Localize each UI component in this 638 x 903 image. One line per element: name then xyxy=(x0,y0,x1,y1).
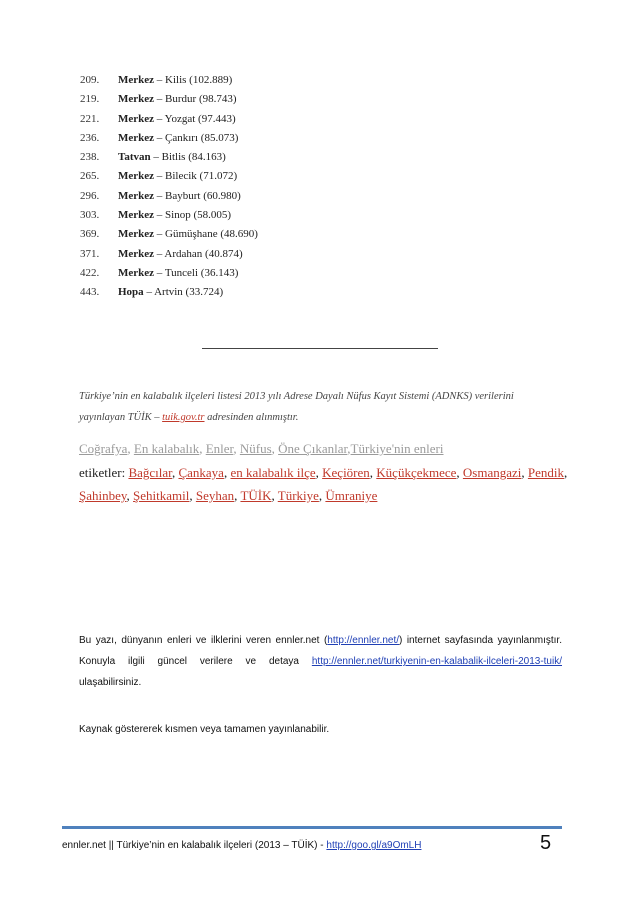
district-name: Merkez xyxy=(118,266,155,279)
category-link[interactable]: Coğrafya xyxy=(79,441,128,456)
page-number: 5 xyxy=(540,832,552,854)
para-text-3: ulaşabilirsiniz. xyxy=(79,677,142,688)
tag-link[interactable]: Bağcılar xyxy=(128,465,172,480)
source-text: yayınlayan TÜİK – xyxy=(79,412,163,423)
list-item xyxy=(80,225,500,244)
province-population: – Burdur (98.743) xyxy=(154,93,237,106)
rank-number: 265. xyxy=(80,170,100,183)
district-name: Merkez xyxy=(118,170,155,183)
list-item xyxy=(80,167,500,186)
source-line-1: Türkiye’nin en kalabalık ilçeleri listesi 2013 yılı Adrese Dayalı Nüfus Kayıt Sistemi (ADNKS) verilerini xyxy=(79,391,514,402)
category-link[interactable]: Türkiye'nin enleri xyxy=(350,441,444,456)
tag-link[interactable]: Seyhan xyxy=(195,488,235,503)
tag-link[interactable]: Osmangazi xyxy=(462,465,522,480)
province-population: – Kilis (102.889) xyxy=(154,74,233,86)
list-item xyxy=(80,129,500,148)
tag-link[interactable]: Şahinbey xyxy=(79,488,127,503)
source-note xyxy=(79,386,569,428)
ranking-list xyxy=(80,71,500,303)
province-population: – Bitlis (84.163) xyxy=(150,151,226,164)
rank-number: 303. xyxy=(80,209,100,222)
province-population: – Yozgat (97.443) xyxy=(154,112,236,125)
province-population: – Bilecik (71.072) xyxy=(154,170,238,183)
rank-number: 219. xyxy=(80,93,100,106)
district-name: Tatvan xyxy=(118,151,151,164)
list-item xyxy=(80,187,500,206)
rank-number: 238. xyxy=(80,151,100,164)
province-population: – Artvin (33.724) xyxy=(143,286,224,299)
footer-rule xyxy=(62,826,562,829)
district-name: Merkez xyxy=(118,112,155,125)
copyright-note: Kaynak göstererek kısmen veya tamamen yayınlanabilir. xyxy=(79,724,330,735)
district-name: Merkez xyxy=(118,209,155,222)
district-name: Merkez xyxy=(118,228,155,241)
para-text-1: Bu yazı, dünyanın enleri ve ilklerini veren ennler.net ( xyxy=(79,635,328,646)
list-item xyxy=(80,90,500,109)
province-population: – Tunceli (36.143) xyxy=(154,266,239,279)
list-item xyxy=(80,110,500,129)
footer-short-link[interactable]: http://goo.gl/a9OmLH xyxy=(326,840,422,851)
ennler-link[interactable]: http://ennler.net/ xyxy=(327,635,399,646)
source-text-end: adresinden alınmıştır. xyxy=(204,412,299,423)
rank-number: 369. xyxy=(80,228,100,241)
source-line-2 xyxy=(79,407,569,428)
list-item xyxy=(80,148,500,167)
separator-line xyxy=(202,348,438,349)
district-name: Merkez xyxy=(118,247,155,260)
province-population: – Ardahan (40.874) xyxy=(154,247,243,260)
district-name: Hopa xyxy=(118,286,144,299)
list-item xyxy=(80,245,500,264)
district-name: Merkez xyxy=(118,189,155,202)
list-item xyxy=(80,283,500,302)
province-population: – Çankırı (85.073) xyxy=(154,131,239,144)
article-link[interactable]: http://ennler.net/turkiyenin-en-kalabalik-ilceleri-2013-tuik/ xyxy=(311,656,562,667)
tag-link[interactable]: Türkiye xyxy=(277,488,319,503)
info-paragraph xyxy=(79,630,562,693)
para-text-2: ) internet sayfasında yayınlanmıştır. Konuyla ilgili güncel verilere ve detaya xyxy=(79,635,562,667)
tuik-link[interactable]: tuik.gov.tr xyxy=(162,412,205,423)
tag-link[interactable]: en kalabalık ilçe xyxy=(230,465,316,480)
tag-list: etiketler: Bağcılar, Çankaya, en kalabalık ilçe, Keçiören, Küçükçekmece, Osmangazi, Pendik, Şahinbey, Şehitkamil, Seyhan, TÜİK, Türkiye, Ümraniye xyxy=(79,465,568,503)
footer xyxy=(62,836,562,856)
rank-number: 209. xyxy=(80,74,100,86)
footer-text: ennler.net || Türkiye’nin en kalabalık ilçeleri (2013 – TÜİK) - xyxy=(62,840,327,851)
tag-link[interactable]: Ümraniye xyxy=(325,488,378,503)
province-population: – Bayburt (60.980) xyxy=(154,189,241,202)
rank-number: 296. xyxy=(80,189,100,202)
list-item xyxy=(80,71,500,90)
tag-link[interactable]: TÜİK xyxy=(240,488,272,503)
list-item xyxy=(80,264,500,283)
category-link[interactable]: Nüfus xyxy=(239,441,272,456)
category-link[interactable]: Enler xyxy=(205,441,234,456)
tag-link[interactable]: Çankaya xyxy=(178,465,224,480)
tag-link[interactable]: Keçiören xyxy=(322,465,370,480)
category-link[interactable]: Öne Çıkanlar xyxy=(278,441,348,456)
rank-number: 371. xyxy=(80,247,100,260)
category-links: Coğrafya, En kalabalık, Enler, Nüfus, Öne Çıkanlar,Türkiye'nin enleri xyxy=(79,441,444,456)
tags-label: etiketler: xyxy=(79,465,126,480)
province-population: – Gümüşhane (48.690) xyxy=(154,228,258,241)
district-name: Merkez xyxy=(118,131,155,144)
category-link[interactable]: En kalabalık xyxy=(133,441,200,456)
tag-link[interactable]: Pendik xyxy=(527,465,565,480)
province-population: – Sinop (58.005) xyxy=(154,209,232,222)
list-item xyxy=(80,206,500,225)
tag-link[interactable]: Şehitkamil xyxy=(133,488,190,503)
rank-number: 236. xyxy=(80,131,100,144)
rank-number: 443. xyxy=(80,286,100,299)
district-name: Merkez xyxy=(118,74,155,86)
rank-number: 221. xyxy=(80,112,100,125)
tag-link[interactable]: Küçükçekmece xyxy=(376,465,457,480)
rank-number: 422. xyxy=(80,266,100,279)
district-name: Merkez xyxy=(118,93,155,106)
